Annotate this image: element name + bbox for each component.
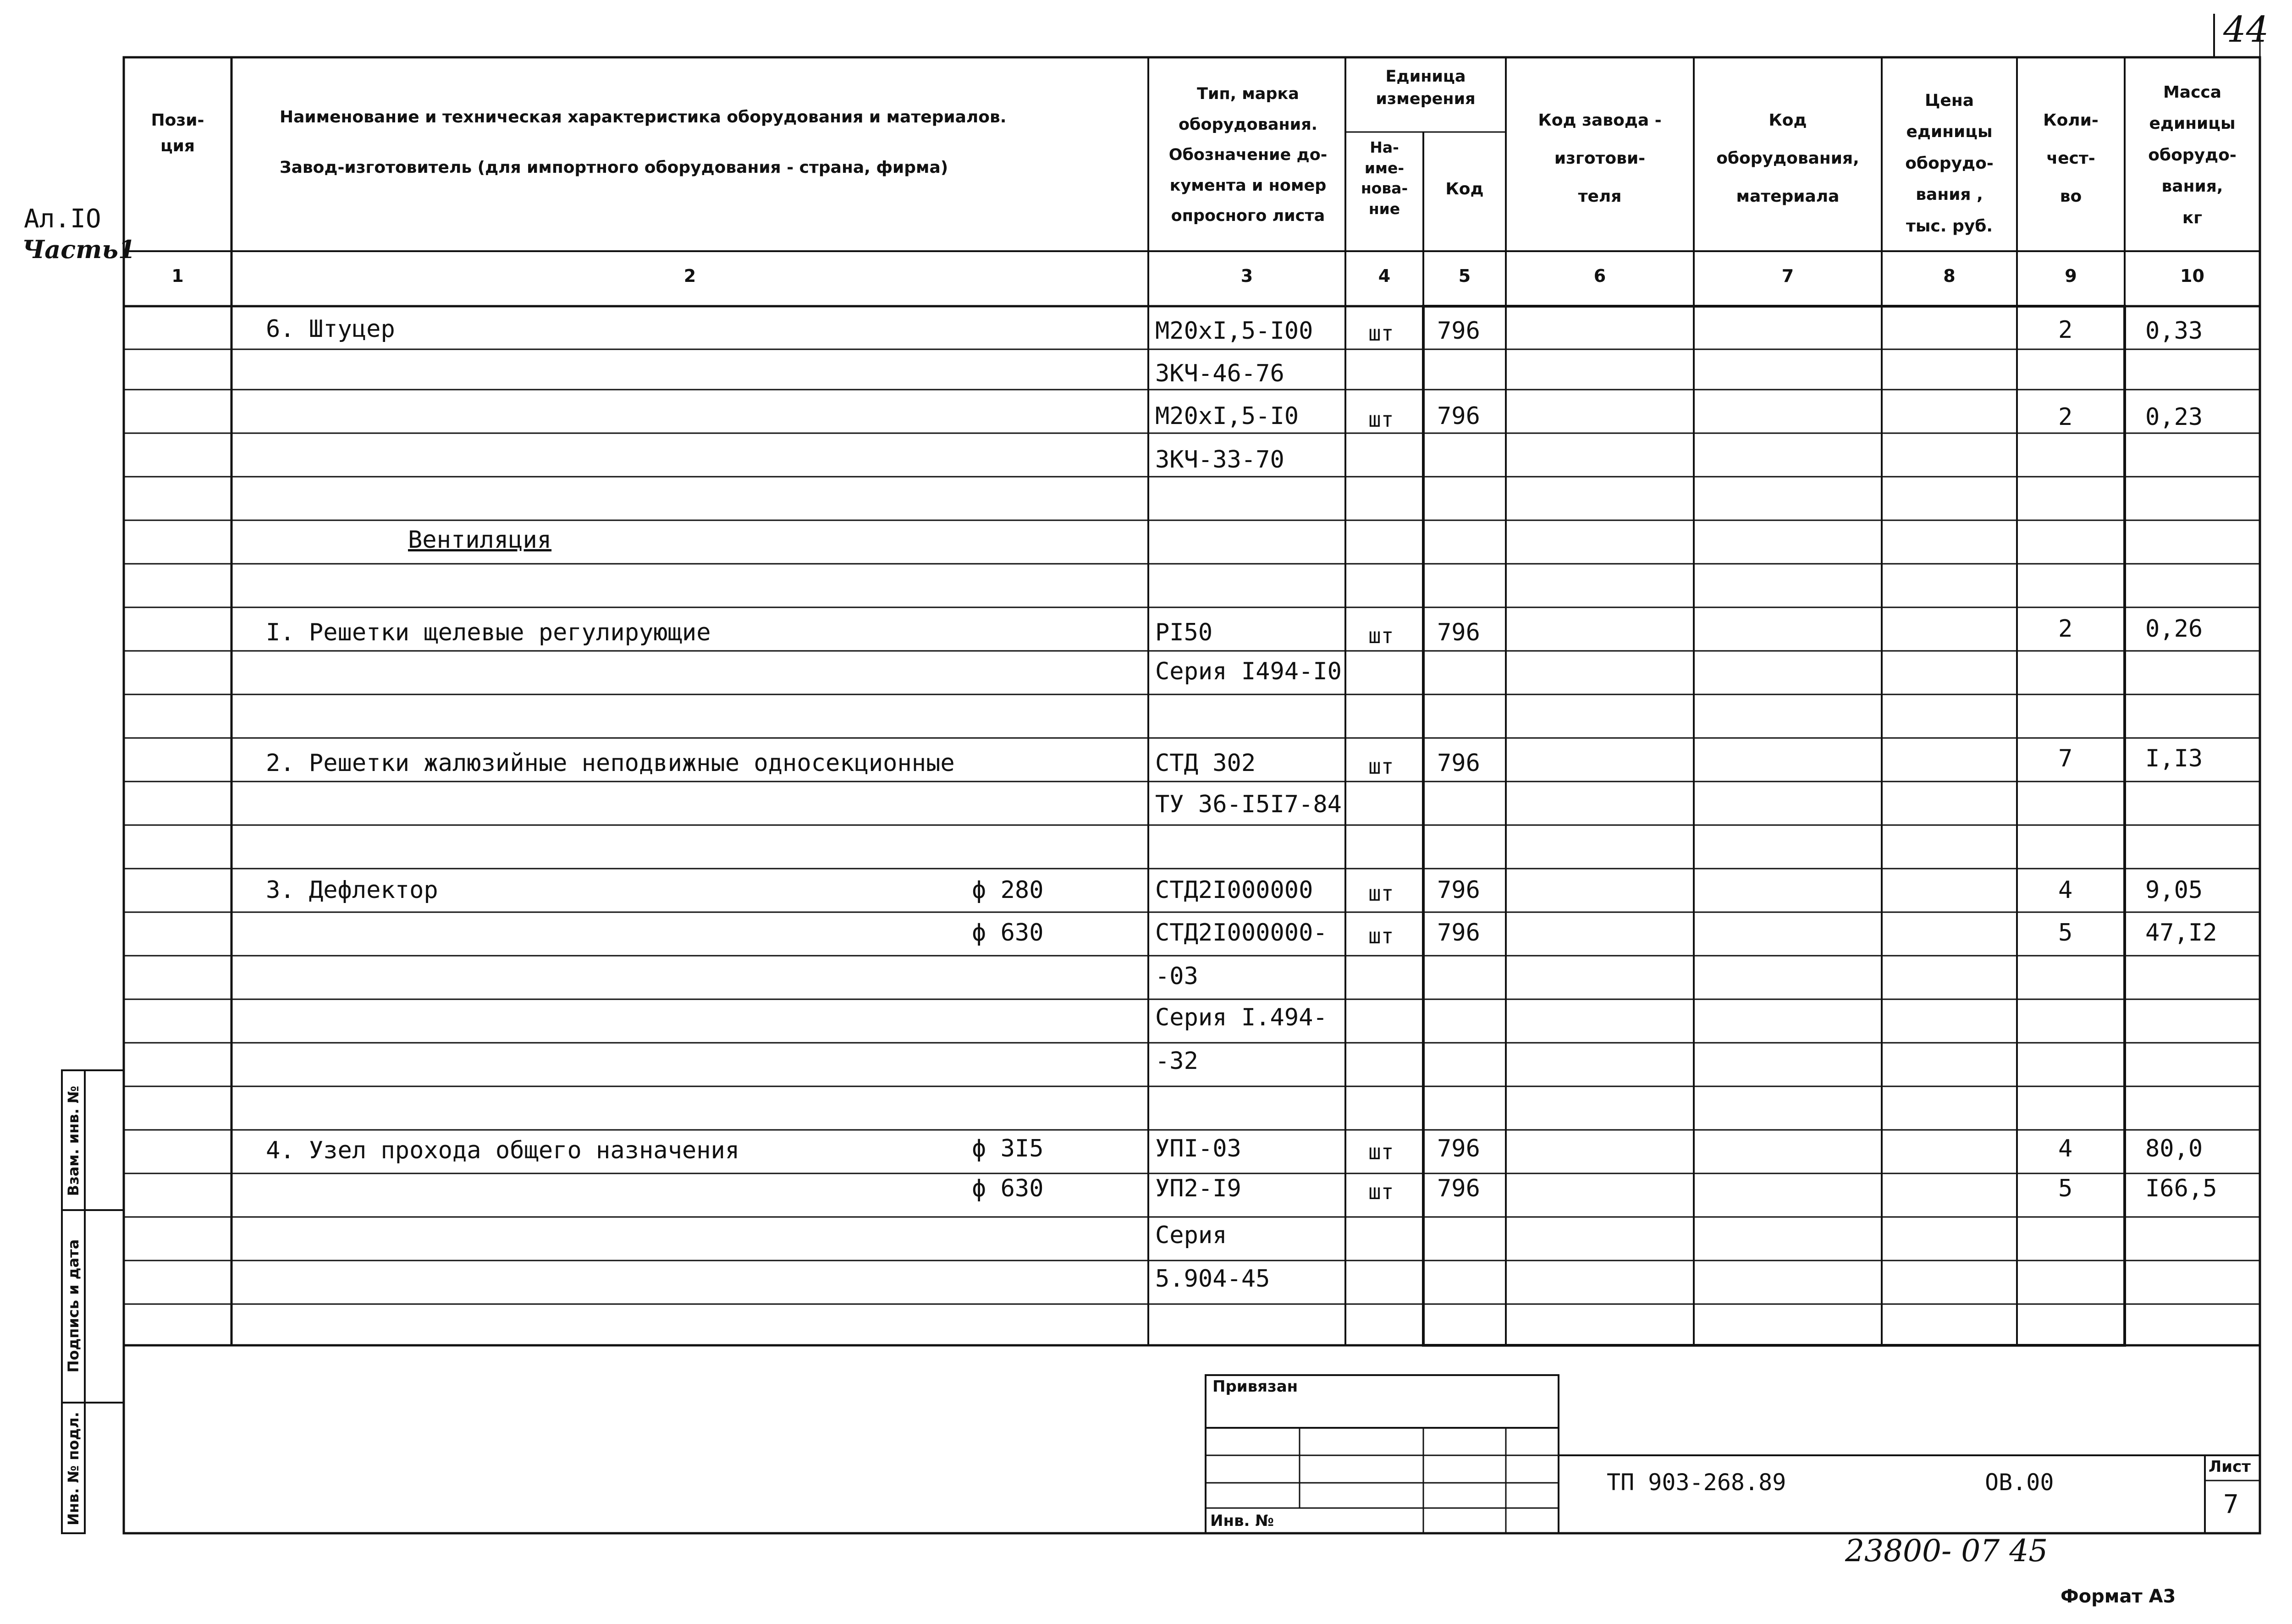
- item-mass: 0,33: [2145, 317, 2203, 345]
- stamp-privyazan: Привязан: [1212, 1377, 1298, 1396]
- handwritten-archive-number: 23800- 07 45: [1845, 1533, 2048, 1569]
- item-name: 4. Узел прохода общего назначения: [266, 1137, 740, 1164]
- item-unit: шт: [1368, 754, 1394, 779]
- header-factory-code: Код завода - изготови- теля: [1538, 111, 1662, 206]
- header-name-line1: Наименование и техническая характеристика оборудования и материалов.: [280, 108, 1007, 127]
- margin-note-album: Ал.IO: [24, 204, 101, 234]
- header-type: Тип, марка оборудования. Обозначение до- кумента и номер опросного листа: [1168, 85, 1328, 225]
- column-number: 7: [1781, 266, 1794, 286]
- item-mass: 80,0: [2145, 1135, 2203, 1162]
- item-unit: шт: [1368, 881, 1394, 906]
- column-number: 10: [2180, 266, 2204, 286]
- item-qty: 5: [2058, 919, 2073, 947]
- column-number: 4: [1378, 266, 1391, 286]
- item-mass: 0,23: [2145, 403, 2203, 431]
- item-type: PI50: [1155, 619, 1213, 646]
- stamp-inv-no: Инв. №: [1210, 1512, 1274, 1530]
- column-number: 1: [171, 266, 184, 286]
- item-mass: 47,I2: [2145, 919, 2217, 947]
- section-title: Вентиляция: [408, 526, 552, 554]
- item-qty: 7: [2058, 745, 2073, 772]
- item-qty: 4: [2058, 1135, 2073, 1162]
- header-name-line2: Завод-изготовитель (для импортного оборудования - страна, фирма): [280, 158, 948, 177]
- item-name: 6. Штуцер: [266, 315, 395, 343]
- item-qty: 2: [2058, 316, 2073, 344]
- header-unit-mass: Масса единицы оборудо- вания, кг: [2148, 83, 2237, 227]
- header-equipment-code: Код оборудования, материала: [1716, 111, 1859, 206]
- item-unit-code: 796: [1437, 402, 1480, 430]
- item-mass: I66,5: [2145, 1175, 2217, 1202]
- item-mass: I,I3: [2145, 745, 2203, 772]
- column-number: 9: [2065, 266, 2077, 286]
- item-type: СТД 302: [1155, 749, 1256, 777]
- item-type: СТД2I000000: [1155, 876, 1313, 904]
- header-position: Пози- ция: [151, 111, 204, 155]
- item-unit-code: 796: [1437, 1135, 1480, 1162]
- item-type: ЗКЧ-46-76: [1155, 360, 1284, 387]
- item-type: -32: [1155, 1047, 1198, 1075]
- item-unit: шт: [1368, 1140, 1394, 1164]
- item-unit: шт: [1368, 321, 1394, 346]
- item-qty: 4: [2058, 876, 2073, 904]
- item-diameter: ϕ 630: [972, 919, 1044, 947]
- item-name: 2. Решетки жалюзийные неподвижные односекционные: [266, 749, 955, 777]
- item-mass: 0,26: [2145, 615, 2203, 643]
- margin-note-part: Часть1: [22, 235, 136, 264]
- item-unit-code: 796: [1437, 317, 1480, 345]
- item-unit: шт: [1368, 924, 1394, 948]
- side-label-inv-podl: Инв. № подл.: [65, 1412, 82, 1525]
- sheet-number: 7: [2223, 1490, 2239, 1519]
- header-unit-name: На- име- нова- ние: [1361, 138, 1408, 218]
- item-type: СТД2I000000-: [1155, 919, 1328, 947]
- item-type: Серия: [1155, 1222, 1227, 1249]
- item-diameter: ϕ 3I5: [972, 1135, 1044, 1162]
- item-unit-code: 796: [1437, 1175, 1480, 1202]
- sheet-code: ОВ.00: [1985, 1469, 2054, 1496]
- item-name: 3. Дефлектор: [266, 876, 438, 904]
- item-mass: 9,05: [2145, 876, 2203, 904]
- item-type: 5.904-45: [1155, 1265, 1270, 1293]
- item-unit: шт: [1368, 1179, 1394, 1204]
- header-unit-group: Единица измерения: [1376, 67, 1476, 108]
- header-unit-price: Цена единицы оборудо- вания , тыс. руб.: [1905, 91, 1994, 236]
- column-number: 2: [683, 266, 696, 286]
- column-number: 3: [1240, 266, 1253, 286]
- item-type: УПI-03: [1155, 1135, 1241, 1162]
- item-qty: 2: [2058, 615, 2073, 643]
- side-label-vzam: Взам. инв. №: [65, 1085, 82, 1196]
- header-quantity: Коли- чест- во: [2043, 111, 2099, 206]
- item-unit-code: 796: [1437, 619, 1480, 646]
- column-number: 6: [1593, 266, 1606, 286]
- side-label-signature: Подпись и дата: [65, 1239, 82, 1373]
- item-type: -03: [1155, 963, 1198, 990]
- item-type: Серия I494-I0: [1155, 658, 1342, 685]
- item-type: ТУ 36-I5I7-84: [1155, 791, 1342, 818]
- item-unit-code: 796: [1437, 749, 1480, 777]
- item-unit: шт: [1368, 623, 1394, 648]
- sheet-label: Лист: [2209, 1458, 2251, 1476]
- format-label: Формат А3: [2061, 1586, 2176, 1607]
- item-type: УП2-I9: [1155, 1175, 1241, 1202]
- column-number: 8: [1943, 266, 1956, 286]
- document-code: ТП 903-268.89: [1607, 1469, 1786, 1496]
- item-unit: шт: [1368, 407, 1394, 432]
- item-qty: 2: [2058, 403, 2073, 431]
- column-number: 5: [1458, 266, 1471, 286]
- header-unit-code: Код: [1445, 180, 1484, 198]
- item-type: ЗКЧ-33-70: [1155, 446, 1284, 473]
- item-diameter: ϕ 630: [972, 1175, 1044, 1202]
- item-diameter: ϕ 280: [972, 876, 1044, 904]
- item-type: M20xI,5-I0: [1155, 402, 1299, 430]
- item-type: M20xI,5-I00: [1155, 317, 1313, 345]
- item-unit-code: 796: [1437, 876, 1480, 904]
- item-name: I. Решетки щелевые регулирующие: [266, 619, 711, 646]
- item-qty: 5: [2058, 1175, 2073, 1202]
- item-unit-code: 796: [1437, 919, 1480, 947]
- item-type: Серия I.494-: [1155, 1004, 1328, 1031]
- handwritten-page-number: 44: [2223, 9, 2269, 50]
